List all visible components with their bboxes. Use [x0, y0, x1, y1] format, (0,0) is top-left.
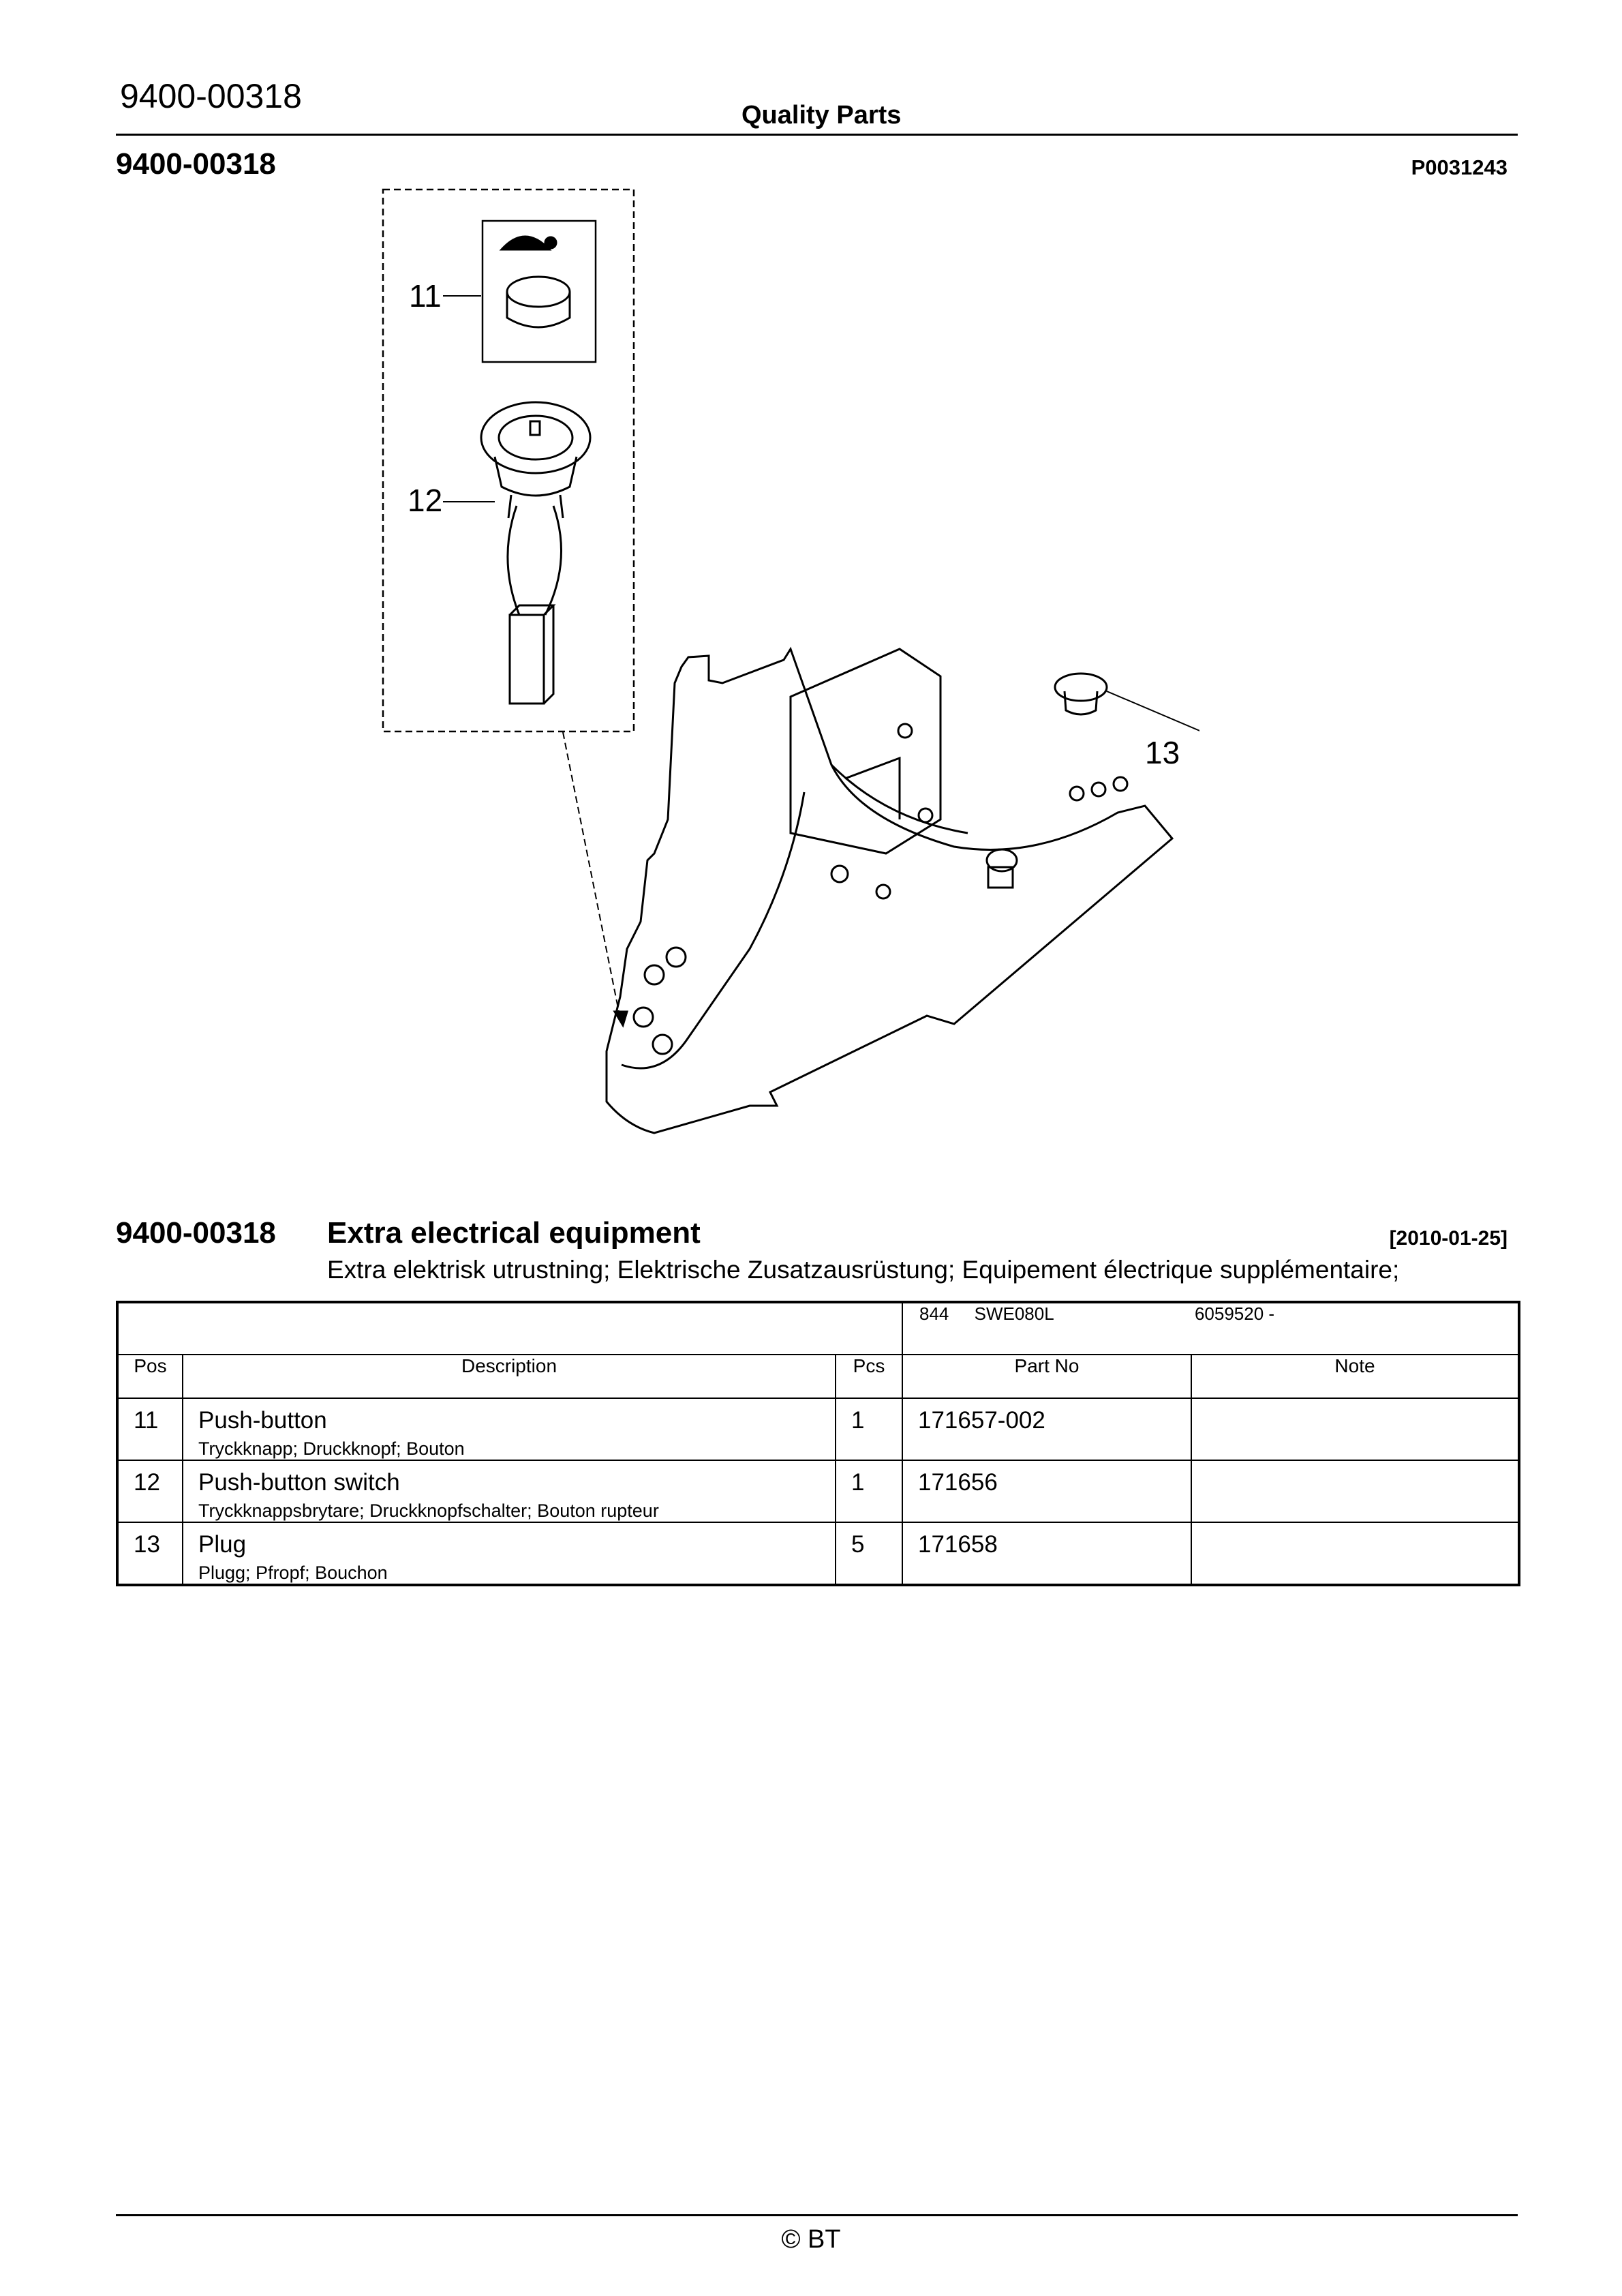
col-description: Description — [183, 1355, 836, 1398]
row-part-no: 171657-002 — [918, 1407, 1045, 1434]
row-pos: 13 — [134, 1531, 160, 1558]
section-translations: Extra elektrisk utrustning; Elektrische Zusatzausrüstung; Equipement électrique supplémentaire; — [327, 1256, 1400, 1284]
col-note: Note — [1191, 1355, 1519, 1398]
section-number: 9400-00318 — [116, 1216, 276, 1250]
footer-divider — [116, 2214, 1518, 2216]
model-serial: 6059520 - — [1194, 1303, 1275, 1324]
push-button-switch-part — [481, 402, 590, 473]
row-pcs: 1 — [851, 1469, 865, 1496]
plug-part — [1055, 674, 1107, 701]
table-row — [117, 1460, 1519, 1522]
col-pcs: Pcs — [836, 1355, 902, 1398]
row-description: Push-button switch — [198, 1469, 400, 1496]
turtle-icon — [502, 237, 549, 250]
model-type: SWE080L — [974, 1303, 1054, 1324]
header-title: Quality Parts — [741, 101, 902, 130]
col-part-no: Part No — [902, 1355, 1191, 1398]
table-row — [117, 1522, 1519, 1585]
parts-table — [116, 1301, 1520, 1586]
picture-code: P0031243 — [1411, 155, 1508, 179]
row-part-no: 171656 — [918, 1469, 998, 1496]
row-translations: Tryckknapp; Druckknopf; Bouton — [198, 1438, 465, 1459]
page-title: 9400-00318 — [116, 147, 276, 181]
callout-13: 13 — [1145, 735, 1180, 770]
copyright: © BT — [781, 2225, 841, 2254]
table-header — [117, 1355, 1519, 1398]
row-translations: Tryckknappsbrytare; Druckknopfschalter; Bouton rupteur — [198, 1500, 659, 1521]
row-translations: Plugg; Pfropf; Bouchon — [198, 1562, 388, 1583]
row-pos: 12 — [134, 1469, 160, 1496]
row-pcs: 1 — [851, 1407, 865, 1434]
row-pcs: 5 — [851, 1531, 865, 1558]
row-description: Push-button — [198, 1407, 327, 1434]
table-row — [117, 1398, 1519, 1460]
callout-12: 12 — [408, 483, 443, 518]
section-date: [2010-01-25] — [1389, 1227, 1508, 1250]
exploded-parts-drawing — [368, 179, 1199, 1188]
model-code: 844 — [919, 1303, 949, 1324]
row-description: Plug — [198, 1531, 247, 1558]
callout-11: 11 — [409, 278, 442, 314]
document-number: 9400-00318 — [120, 77, 302, 115]
section-title: Extra electrical equipment — [327, 1216, 701, 1250]
row-pos: 11 — [134, 1407, 159, 1434]
model-row — [117, 1302, 1519, 1355]
header-divider — [116, 134, 1518, 136]
row-part-no: 171658 — [918, 1531, 998, 1558]
col-pos: Pos — [117, 1355, 183, 1398]
